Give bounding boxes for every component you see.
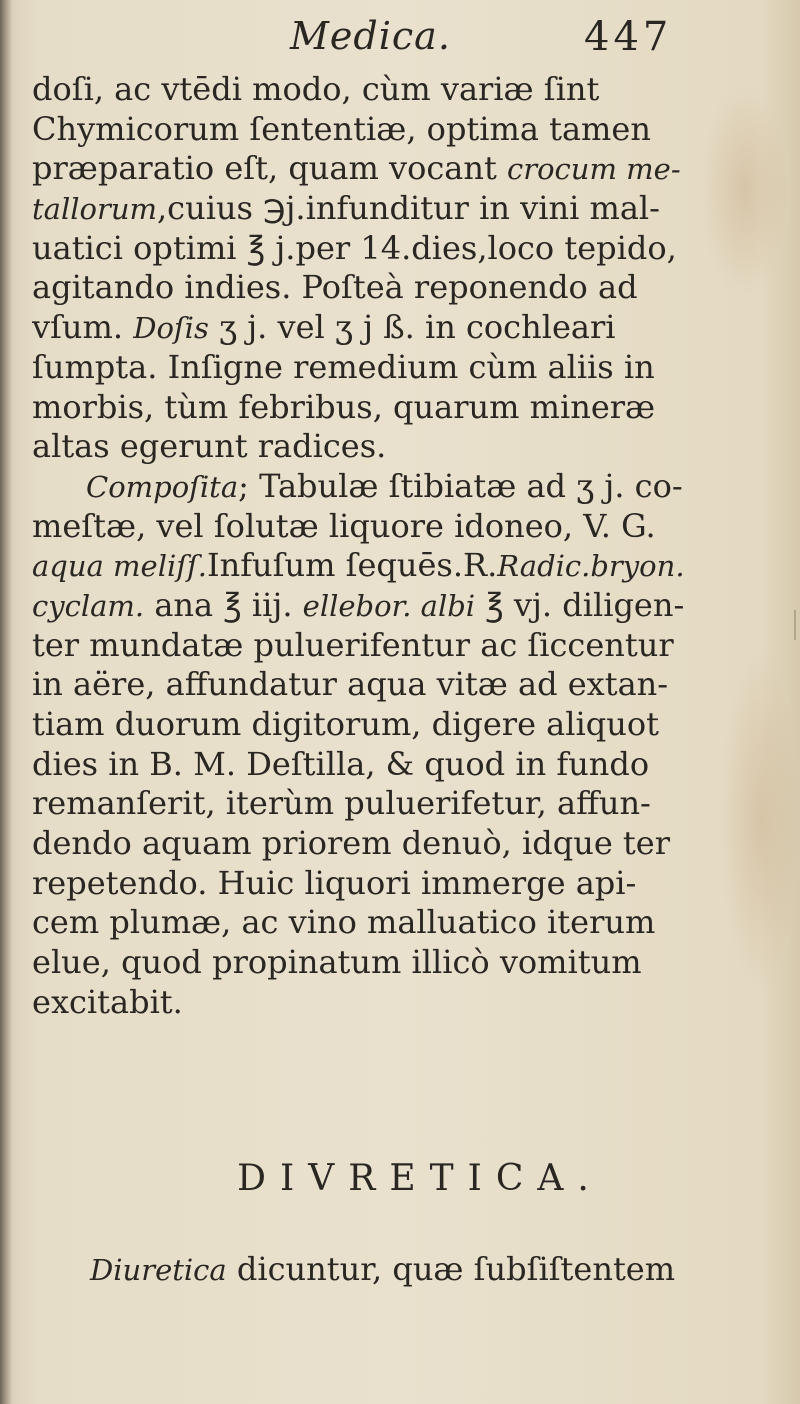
text-line	[32, 705, 772, 745]
text-segment: ℥ vj. diligen-	[475, 585, 685, 624]
page-number: 447	[584, 14, 673, 60]
text-segment: excitabit.	[32, 982, 183, 1021]
text-line	[32, 784, 772, 824]
text-line	[32, 546, 772, 586]
text-segment: uatici optimi ℥ j.per 14.dies,loco tepido,	[32, 228, 677, 267]
text-line	[32, 189, 772, 229]
italic-segment: ellebor. albi	[302, 588, 476, 623]
text-line	[32, 388, 772, 428]
text-line	[32, 626, 772, 666]
text-line	[32, 467, 772, 507]
margin-mark	[794, 610, 796, 640]
text-line	[32, 110, 772, 150]
text-segment: dendo aquam priorem denuò, idque ter	[32, 824, 671, 863]
text-line	[32, 229, 772, 269]
text-segment: agitando indies. Poſteà reponendo ad	[32, 268, 638, 307]
text-line	[32, 308, 772, 348]
text-segment: ſumpta. Inſigne remedium cùm aliis in	[32, 347, 655, 386]
text-line	[32, 864, 772, 904]
running-head: Medica.	[290, 14, 451, 58]
text-segment: ,cuius ℈j.infunditur in vini mal-	[157, 189, 660, 228]
text-line	[32, 824, 772, 864]
text-segment: Infuſum ſequēs.R.	[206, 546, 498, 585]
text-segment: doſi, ac vtēdi modo, cùm variæ ſint	[32, 70, 600, 108]
text-line	[32, 70, 772, 110]
text-segment: in aëre, affundatur aqua vitæ ad extan-	[32, 665, 669, 704]
italic-segment: Diuretica	[90, 1253, 227, 1287]
text-line	[32, 348, 772, 388]
text-segment: elue, quod propinatum illicò vomitum	[32, 943, 642, 982]
page-header	[0, 8, 800, 64]
text-segment: ter mundatæ puluerifentur ac ſiccentur	[32, 625, 674, 664]
text-line	[32, 507, 772, 547]
text-line	[32, 903, 772, 943]
text-line	[32, 586, 772, 626]
text-segment: remanſerit, iterùm puluerifetur, affun-	[32, 784, 651, 823]
body-text	[32, 70, 772, 1023]
italic-segment: cyclam.	[32, 588, 145, 623]
text-segment: dicuntur, quæ ſubſiſtentem	[226, 1250, 676, 1288]
italic-segment: aqua meliſſ.	[32, 549, 207, 584]
text-segment: morbis, tùm febribus, quarum mineræ	[32, 387, 656, 426]
text-segment: Chymicorum ſententiæ, optima tamen	[32, 109, 651, 148]
text-segment: præparatio eſt, quam vocant	[32, 149, 507, 188]
text-segment: repetendo. Huic liquori immerge api-	[32, 863, 637, 902]
text-line	[32, 943, 772, 983]
text-segment: vſum.	[32, 308, 134, 347]
text-line	[32, 665, 772, 705]
text-segment: ; Tabulæ ſtibiatæ ad ʒ j. co-	[238, 466, 683, 505]
italic-segment: Radic.bryon.	[497, 549, 685, 584]
text-line	[32, 268, 772, 308]
text-line	[32, 745, 772, 785]
text-line	[32, 427, 772, 467]
text-segment: dies in B. M. Deſtilla, & quod in fundo	[32, 744, 650, 783]
text-segment: meſtæ, vel ſolutæ liquore idoneo, V. G.	[32, 506, 656, 545]
text-segment: ana ℥ iij.	[144, 585, 303, 624]
text-segment: altas egerunt radices.	[32, 427, 387, 466]
catchword-line	[90, 1250, 790, 1288]
text-line	[32, 983, 772, 1023]
text-segment: cem plumæ, ac vino malluatico iterum	[32, 903, 656, 942]
italic-segment: crocum me-	[506, 152, 681, 187]
italic-segment: Compoſita	[86, 469, 239, 504]
text-segment: tiam duorum digitorum, digere aliquot	[32, 705, 659, 743]
text-line	[32, 149, 772, 189]
section-heading: DIVRETICA.	[237, 1158, 603, 1199]
italic-segment: tallorum	[32, 192, 157, 227]
italic-segment: Doſis	[133, 311, 209, 346]
text-segment: ʒ j. vel ʒ j ß. in cochleari	[208, 308, 616, 347]
